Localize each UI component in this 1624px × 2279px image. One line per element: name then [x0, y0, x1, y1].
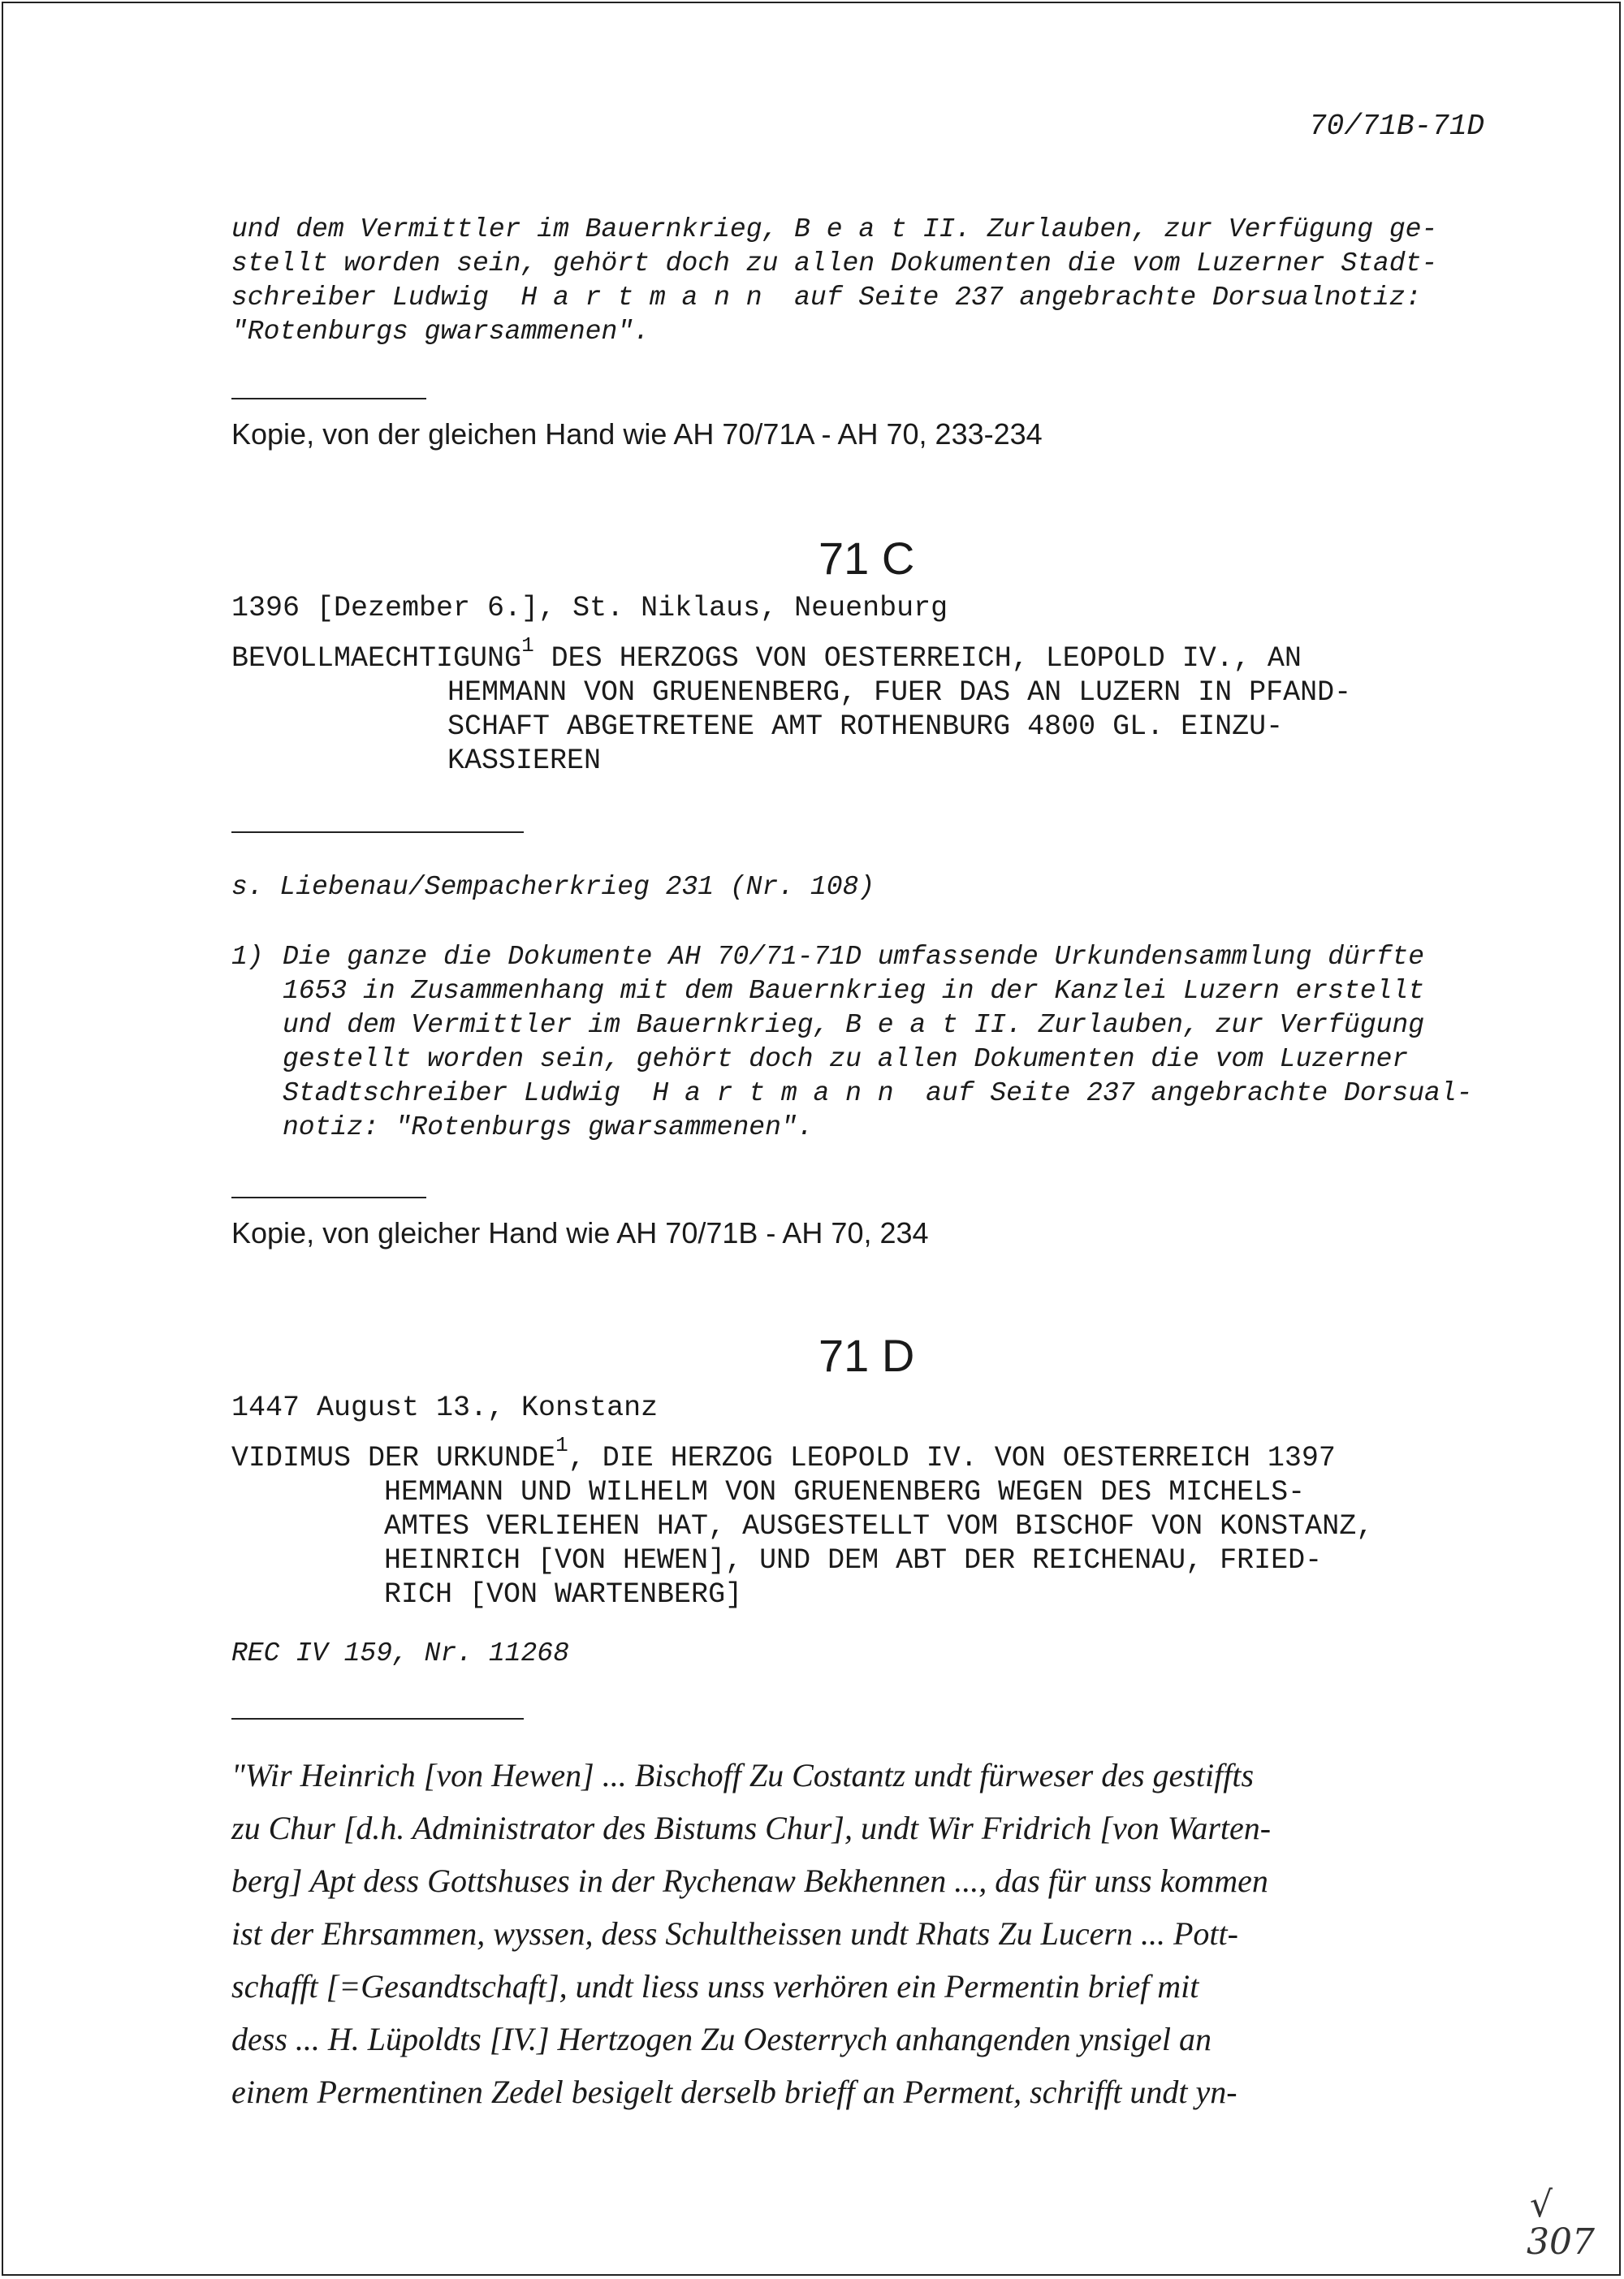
quote-line: berg] Apt dess Gottshuses in der Rychenaw Bekhennen ..., das für unss kommen — [231, 1862, 1268, 1899]
title-line: , DIE HERZOG LEOPOLD IV. VON OESTERREICH 1397 — [568, 1442, 1336, 1474]
paragraph-line: und dem Vermittler im Bauernkrieg, B e a t II. Zurlauben, zur Verfügung ge- — [231, 214, 1438, 244]
doc-d-title — [231, 1433, 1563, 1612]
title-line: HEMMANN VON GRUENENBERG, FUER DAS AN LUZERN IN PFAND- — [447, 676, 1352, 709]
quote-line: einem Permentinen Zedel besigelt derselb brieff an Perment, schrifft undt yn- — [231, 2074, 1237, 2110]
handwritten-page-number: 307 — [1527, 2221, 1595, 2263]
quote-line: zu Chur [d.h. Administrator des Bistums Chur], undt Wir Fridrich [von Warten- — [231, 1810, 1272, 1846]
doc-c-title — [231, 633, 1498, 778]
page-reference: 70/71B-71D — [1309, 110, 1485, 143]
quote-line: "Wir Heinrich [von Hewen] ... Bischoff Zu Costantz undt fürweser des gestiffts — [231, 1757, 1255, 1793]
title-line: HEINRICH [VON HEWEN], UND DEM ABT DER REICHENAU, FRIED- — [384, 1544, 1323, 1577]
footnote-line: Die ganze die Dokumente AH 70/71-71D umfassende Urkundensammlung dürfte — [283, 942, 1425, 972]
separator-rule — [231, 831, 524, 833]
title-line: DES HERZOGS VON OESTERREICH, LEOPOLD IV., AN — [533, 642, 1302, 675]
doc-d-quote — [231, 1749, 1579, 2118]
doc-c-copy-note: Kopie, von gleicher Hand wie AH 70/71B - AH 70, 234 — [231, 1216, 929, 1250]
top-paragraph — [231, 213, 1437, 349]
footnote-line: gestellt worden sein, gehört doch zu allen Dokumenten die vom Luzerner — [283, 1044, 1409, 1074]
paragraph-line: "Rotenburgs gwarsammenen". — [231, 317, 650, 347]
footnote-mark: 1 — [521, 633, 534, 658]
copy-note-b: Kopie, von der gleichen Hand wie AH 70/71A - AH 70, 233-234 — [231, 417, 1043, 451]
footnote-line: notiz: "Rotenburgs gwarsammenen". — [283, 1112, 814, 1142]
title-line: RICH [VON WARTENBERG] — [384, 1578, 743, 1611]
title-line: KASSIEREN — [447, 745, 602, 777]
title-start: BEVOLLMAECHTIGUNG — [231, 642, 522, 675]
paragraph-line: schreiber Ludwig H a r t m a n n auf Seite 237 angebrachte Dorsualnotiz: — [231, 283, 1422, 313]
title-line: HEMMANN UND WILHELM VON GRUENENBERG WEGEN DES MICHELS- — [384, 1476, 1306, 1509]
quote-line: schafft [=Gesandtschaft], undt liess unss verhören ein Permentin brief mit — [231, 1968, 1199, 2005]
title-line: AMTES VERLIEHEN HAT, AUSGESTELLT VOM BISCHOF VON KONSTANZ, — [384, 1510, 1374, 1543]
title-start: VIDIMUS DER URKUNDE — [231, 1442, 556, 1474]
paragraph-line: stellt worden sein, gehört doch zu allen Dokumenten die vom Luzerner Stadt- — [231, 248, 1438, 278]
separator-rule — [231, 398, 426, 399]
footnote-mark: 1 — [555, 1433, 568, 1457]
footnote-line: Stadtschreiber Ludwig H a r t m a n n auf Seite 237 angebrachte Dorsual- — [283, 1078, 1473, 1108]
handwritten-check-mark: √ — [1530, 2184, 1553, 2225]
separator-rule — [231, 1197, 426, 1198]
doc-c-literature: s. Liebenau/Sempacherkrieg 231 (Nr. 108) — [231, 872, 875, 902]
doc-c-date-place: 1396 [Dezember 6.], St. Niklaus, Neuenburg — [231, 592, 948, 624]
doc-c-footnote — [231, 940, 1531, 1145]
quote-line: dess ... H. Lüpoldts [IV.] Hertzogen Zu Oesterrych anhangenden ynsigel an — [231, 2021, 1212, 2057]
title-line: SCHAFT ABGETRETENE AMT ROTHENBURG 4800 GL. EINZU- — [447, 710, 1284, 743]
doc-d-date-place: 1447 August 13., Konstanz — [231, 1392, 659, 1424]
doc-d-number: 71 D — [818, 1330, 915, 1381]
doc-d-reference: REC IV 159, Nr. 11268 — [231, 1638, 569, 1668]
doc-c-number: 71 C — [818, 533, 915, 584]
footnote-line: 1653 in Zusammenhang mit dem Bauernkrieg in der Kanzlei Luzern erstellt — [283, 976, 1425, 1006]
separator-rule — [231, 1718, 524, 1720]
footnote-line: und dem Vermittler im Bauernkrieg, B e a t II. Zurlauben, zur Verfügung — [283, 1010, 1425, 1040]
quote-line: ist der Ehrsammen, wyssen, dess Schultheissen undt Rhats Zu Lucern ... Pott- — [231, 1915, 1238, 1952]
footnote-label: 1) — [231, 942, 264, 972]
